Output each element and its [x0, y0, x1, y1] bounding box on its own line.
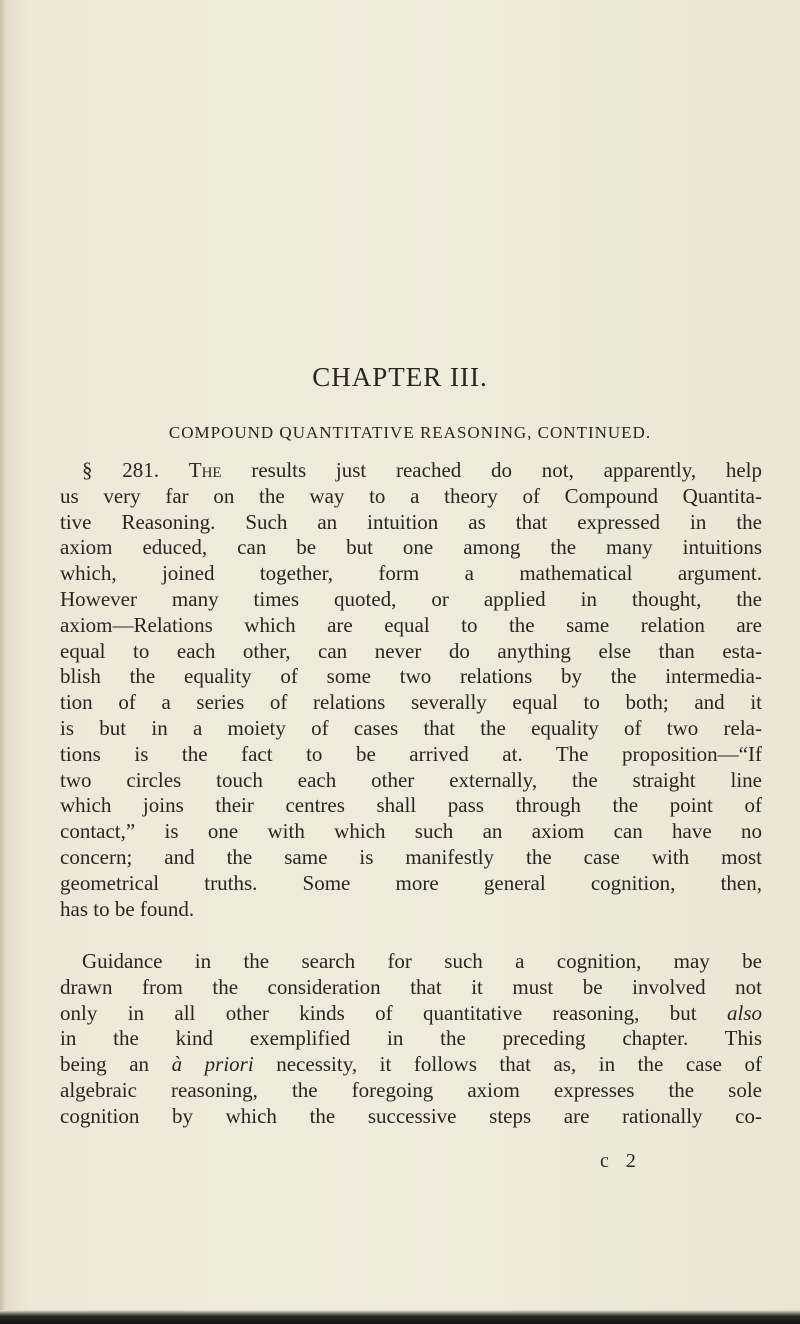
paragraph-2	[60, 949, 762, 1130]
text-line: However many times quoted, or applied in thought, the	[60, 586, 762, 611]
text-line: algebraic reasoning, the foregoing axiom expresses the sole	[60, 1077, 762, 1102]
text-line: cognition by which the successive steps are rationally co-	[60, 1103, 762, 1128]
text-line: axiom—Relations which are equal to the same relation are	[60, 612, 762, 637]
page-binding-edge	[0, 0, 6, 1324]
text-line: which, joined together, form a mathematical argument.	[60, 561, 762, 586]
text-line: geometrical truths. Some more general cognition, then,	[60, 870, 762, 895]
italic-text: à priori	[171, 1052, 254, 1077]
text-line: axiom educed, can be but one among the many intuitions	[60, 535, 762, 560]
text-line: equal to each other, can never do anything else than esta-	[60, 638, 762, 663]
section-lead-word: The	[188, 458, 222, 482]
text-line: which joins their centres shall pass through the point of	[60, 793, 762, 818]
text-line: two circles touch each other externally, the straight line	[60, 767, 762, 792]
text-line: tions is the fact to be arrived at. The proposition—“If	[60, 741, 762, 766]
text-line: us very far on the way to a theory of Compound Quantita-	[60, 483, 762, 508]
text-line: contact,” is one with which such an axiom can have no	[60, 819, 762, 844]
text-line: blish the equality of some two relations by the intermedia-	[60, 664, 762, 689]
paragraph-1	[60, 458, 762, 922]
chapter-title: CHAPTER III.	[312, 362, 488, 392]
text-line: in the kind exemplified in the preceding chapter. This	[60, 1026, 762, 1051]
text-line: tion of a series of relations severally equal to both; and it	[60, 690, 762, 715]
text-line: § 281. The results just reached do not, apparently, help	[82, 458, 763, 482]
signature-mark: c 2	[600, 1150, 642, 1172]
text-line: has to be found.	[60, 896, 195, 921]
chapter-subtitle: COMPOUND QUANTITATIVE REASONING, CONTINUED.	[168, 423, 652, 442]
text-line: concern; and the same is manifestly the case with most	[60, 844, 762, 869]
italic-text: also	[727, 1000, 763, 1025]
page-bottom-edge	[0, 1310, 800, 1324]
text-line: is but in a moiety of cases that the equality of two rela-	[60, 715, 762, 740]
section-number: § 281.	[82, 458, 159, 482]
text-line: tive Reasoning. Such an intuition as that expressed in the	[60, 509, 762, 534]
text-line: being an à priori necessity, it follows that as, in the case of	[60, 1052, 763, 1077]
text-line: drawn from the consideration that it must be involved not	[60, 974, 762, 999]
text-line: only in all other kinds of quantitative reasoning, but also	[60, 1000, 763, 1025]
text-line: Guidance in the search for such a cognition, may be	[82, 949, 762, 973]
